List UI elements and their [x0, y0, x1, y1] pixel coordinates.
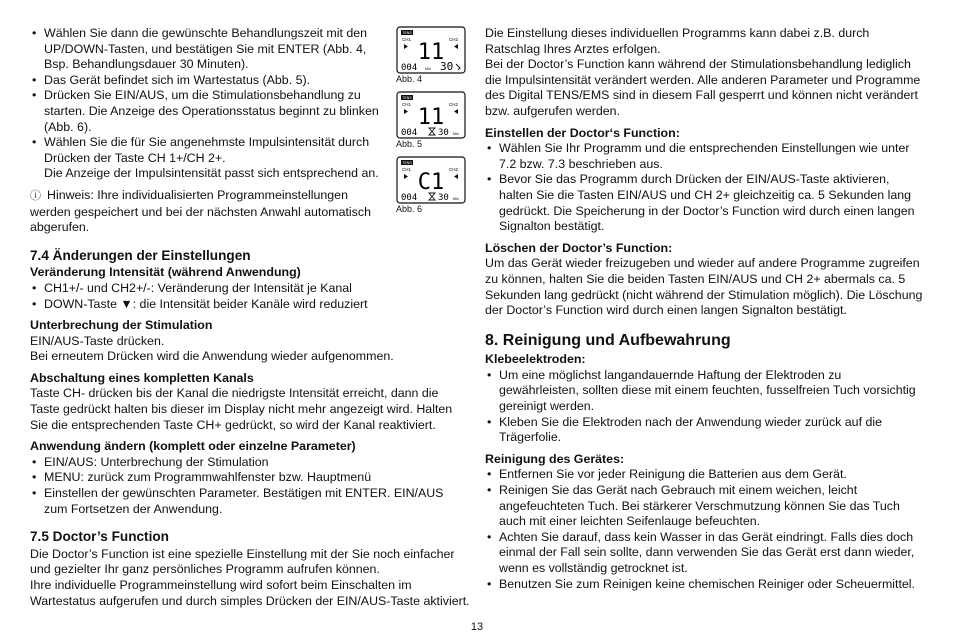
time-readout: 30 [438, 193, 449, 203]
list-item: • Drücken Sie EIN/AUS, um die Stimulationsbehandlung zu starten. Die Anzeige des Operationsstatus beginnt zu blinken (Abb. 6). [30, 88, 385, 135]
figure-abb-6 [396, 156, 468, 215]
list-item: • Kleben Sie die Elektroden nach der Anwendung wieder zurück auf die Trägerfolie. [485, 415, 923, 446]
intensity-readout: 004 [401, 193, 418, 203]
list-item-continuation: Die Anzeige der Impulsintensität passt sich entsprechend an. [44, 166, 379, 181]
list-item: • Das Gerät befindet sich im Wartestatus (Abb. 5). [30, 73, 385, 89]
section-title-7-5: 7.5 Doctor’s Function [30, 529, 169, 545]
lcd-display-image [396, 156, 466, 204]
unit-label: Min [453, 132, 459, 136]
page-number: 13 [470, 621, 484, 633]
bullet-list [485, 368, 923, 446]
list-item: • Einstellen der gewünschten Parameter. Bestätigen mit ENTER. EIN/AUS zum Fortsetzen der Anwendung. [30, 486, 470, 517]
unit-label: Min [425, 67, 431, 71]
subheading: Klebeelektroden: [485, 352, 586, 367]
list-item: • Entfernen Sie vor jeder Reinigung die Batterien aus dem Gerät. [485, 467, 923, 483]
subheading: Unterbrechung der Stimulation [30, 318, 213, 333]
figure-abb-5 [396, 91, 468, 150]
list-item: • Wählen Sie dann die gewünschte Behandlungszeit mit den UP/DOWN-Tasten, und bestätigen Sie mit ENTER (Abb. 4, Bsp. Behandlungsdauer 30 Minuten). [30, 26, 385, 73]
bullet-list [485, 467, 923, 592]
right-column [485, 26, 923, 592]
subheading: Veränderung Intensität (während Anwendung) [30, 265, 301, 280]
paragraph: Bei der Doctor’s Function kann während der Stimulationsbehandlung lediglich die Impulsintensität verändert werden. Alle anderen Parameter und Programme des Digital TENS/EMS sind in diesem Fall gesperrt und können nicht verändert bzw. aufgerufen werden. [485, 57, 921, 118]
big-digits: 11 [417, 40, 445, 65]
ch1-label: CH1 [402, 167, 412, 172]
list-item-text: Wählen Sie die für Sie angenehmste Impulsintensität durch Drücken der Taste CH 1+/CH 2+. [44, 135, 370, 165]
list-item: • CH1+/- und CH2+/-: Veränderung der Intensität je Kanal [30, 281, 470, 297]
intensity-readout: 004 [401, 128, 418, 138]
ch2-label: CH2 [449, 37, 459, 42]
list-item: • Benutzen Sie zum Reinigen keine chemischen Reiniger oder Scheuermittel. [485, 577, 923, 593]
paragraph: Die Doctor’s Function ist eine spezielle Einstellung mit der Sie noch einfacher und gezielter Ihr ganz persönliches Programm aufrufen können. [30, 546, 455, 577]
paragraph: Die Einstellung dieses individuellen Programms kann dabei z.B. durch Ratschlag Ihres Arztes erfolgen. [485, 26, 870, 56]
figure-column [396, 26, 468, 221]
list-item: • EIN/AUS: Unterbrechung der Stimulation [30, 455, 470, 471]
info-icon: ⓘ [30, 189, 41, 202]
subheading: Einstellen der Doctor‘s Function: [485, 125, 680, 140]
list-item: • MENU: zurück zum Programmwahlfenster bzw. Hauptmenü [30, 470, 470, 486]
list-item: • DOWN-Taste ▼: die Intensität beider Kanäle wird reduziert [30, 297, 470, 313]
time-readout: 30 [440, 60, 454, 73]
intensity-readout: 004 [401, 63, 418, 73]
unit-label: Min [453, 197, 459, 201]
bullet-list [30, 281, 470, 312]
instruction-list [30, 26, 385, 182]
lcd-display-image [396, 91, 466, 139]
note-paragraph [30, 188, 390, 236]
ch1-label: CH1 [402, 102, 412, 107]
big-digits: 11 [417, 105, 445, 130]
paragraph: Ihre individuelle Programmeinstellung wird sofort beim Einschalten im Wartestatus aufgerufen und durch simples Drücken der EIN/AUS-Taste aktiviert. [30, 578, 470, 608]
mode-badge: TENS [402, 161, 412, 165]
lcd-display-image [396, 26, 466, 74]
list-item: • Um eine möglichst langandauernde Haftung der Elektroden zu gewährleisten, sollten diese mit einem feuchten, fusselfreien Tuch vorsichtig gereinigt werden. [485, 368, 923, 415]
section-title-8: 8. Reinigung und Aufbewahrung [485, 331, 731, 349]
figure-caption: Abb. 6 [396, 204, 423, 214]
figure-caption: Abb. 5 [396, 139, 423, 149]
figure-abb-4 [396, 26, 468, 85]
time-readout: 30 [438, 128, 449, 138]
bullet-list [30, 455, 470, 517]
list-item: • Achten Sie darauf, dass kein Wasser in das Gerät eindringt. Falls dies doch einmal der Fall sein sollte, dann verwenden Sie das Gerät erst dann wieder, wenn es vollständig getrocknet ist. [485, 530, 923, 577]
mode-badge: TENS [402, 96, 412, 100]
subheading: Anwendung ändern (komplett oder einzelne Parameter) [30, 439, 356, 454]
list-item: • Wählen Sie Ihr Programm und die entsprechenden Einstellungen wie unter 7.2 bzw. 7.3 beschrieben aus. [485, 141, 923, 172]
big-digits: C1 [417, 170, 445, 195]
ch1-label: CH1 [402, 37, 412, 42]
list-item: • Bevor Sie das Programm durch Drücken der EIN/AUS-Taste aktivieren, halten Sie die Tasten EIN/AUS und CH 2+ gleichzeitig ca. 5 Sekunden lang gedrückt. Die Speicherung in der Doctor’s Function wird durch einen langen Signalton bestätigt. [485, 172, 923, 234]
figure-caption: Abb. 4 [396, 74, 423, 84]
list-item: • Reinigen Sie das Gerät nach Gebrauch mit einem weichen, leicht angefeuchteten Tuch. Bei stärkerer Verschmutzung können Sie das Tuch auch mit einer leichten Seifenlauge befeuchten. [485, 483, 923, 530]
ch2-label: CH2 [449, 102, 459, 107]
bullet-list [485, 141, 923, 235]
section-title-7-4: 7.4 Änderungen der Einstellungen [30, 247, 251, 263]
paragraph: Bei erneutem Drücken wird die Anwendung wieder aufgenommen. [30, 349, 394, 364]
subheading: Löschen der Doctor’s Function: [485, 240, 673, 255]
subheading: Reinigung des Gerätes: [485, 451, 625, 466]
paragraph: EIN/AUS-Taste drücken. [30, 333, 165, 348]
mode-badge: TENS [402, 31, 412, 35]
ch2-label: CH2 [449, 167, 459, 172]
subheading: Abschaltung eines kompletten Kanals [30, 370, 254, 385]
note-text: Hinweis: Ihre individualisierten Programmeinstellungen werden gespeichert und bei der nächsten Anwahl automatisch abgerufen. [30, 187, 371, 235]
paragraph: Taste CH- drücken bis der Kanal die niedrigste Intensität erreicht, dann die Taste gedrückt halten bis dieser im Display nicht mehr angezeigt wird. Halten Sie die entsprechenden Taste CH+ gedrückt, so wird der Kanal reaktiviert. [30, 386, 453, 432]
paragraph: Um das Gerät wieder freizugeben und wieder auf andere Programme zugreifen zu können, halten Sie die beiden Tasten EIN/AUS und CH 2+ abermals ca. 5 Sekunden lang gedrückt (nicht während der Stimulation möglich). Die Löschung der Doctor’s Function wird durch einen langen Signalton bestätigt. [485, 256, 923, 318]
list-item [30, 135, 385, 182]
